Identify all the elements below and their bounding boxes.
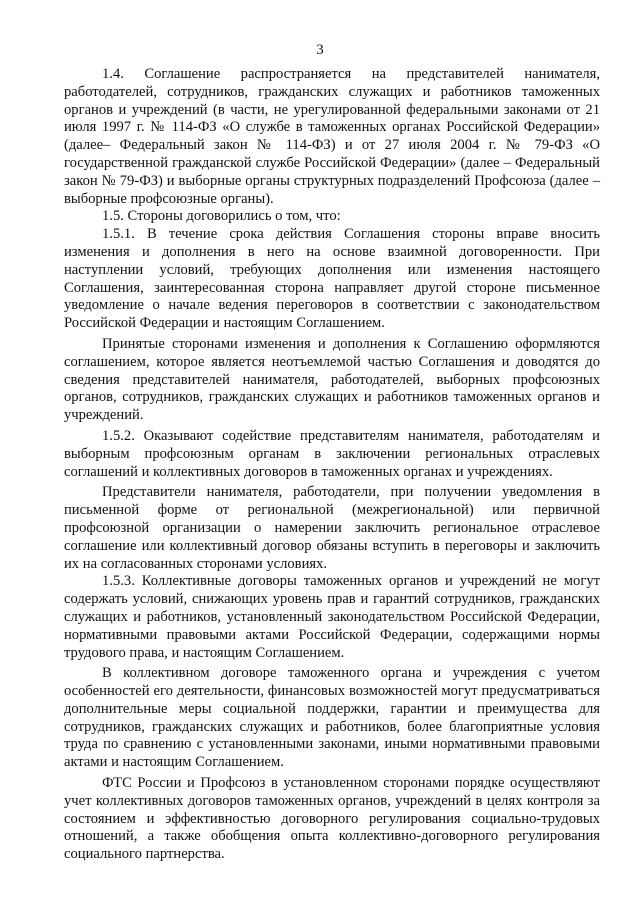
clause-1-5-3: 1.5.3. Коллективные договоры таможенных органов и учреждений не могут содержать условий, снижающих уровень прав и гарантий сотрудников, гражданских служащих и работников, установленный законодательством Российской Федерации, нормативными правовыми актами Российской Федерации, содержащими нормы трудового права, и настоящим Соглашением. bbox=[64, 573, 600, 661]
clause-1-5-3-additional-measures: В коллективном договоре таможенного органа и учреждения с учетом особенностей его деятельности, финансовых возможностей могут предусматриваться дополнительные меры социальной поддержки, гарантии и преимущества для сотрудников, гражданских служащих и работников, более благоприятные условия труда по сравнению с установленными законами, иными нормативными правовыми актами и настоящим Соглашением. bbox=[64, 665, 600, 771]
document-body bbox=[64, 66, 600, 864]
clause-1-5-2: 1.5.2. Оказывают содействие представителям нанимателя, работодателям и выборным профсоюзным органам в заключении региональных отраслевых соглашений и коллективных договоров в таможенных органах и учреждениях. bbox=[64, 427, 600, 480]
clause-1-5-1: 1.5.1. В течение срока действия Соглашения стороны вправе вносить изменения и дополнения в него на основе взаимной договоренности. При наступлении условий, требующих дополнения или изменения настоящего Соглашения, заинтересованная сторона направляет другой стороне письменное уведомление о начале ведения переговоров в соответствии с законодательством Российской Федерации и настоящим Соглашением. bbox=[64, 226, 600, 332]
clause-1-4: 1.4. Соглашение распространяется на представителей нанимателя, работодателей, сотрудников, гражданских служащих и работников таможенных органов и учреждений (в части, не урегулированной федеральными законами от 21 июля 1997 г. № 114-ФЗ «О службе в таможенных органах Российской Федерации» (далее– Федеральный закон № 114-ФЗ) и от 27 июля 2004 г. № 79-ФЗ «О государственной гражданской службе Российской Федерации» (далее – Федеральный закон № 79-ФЗ) и выборные органы структурных подразделений Профсоюза (далее – выборные профсоюзные органы). bbox=[64, 66, 600, 207]
clause-1-5-3-accounting: ФТС России и Профсоюз в установленном сторонами порядке осуществляют учет коллективных договоров таможенных органов, учреждений в целях контроля за состоянием и эффективностью договорного регулирования социально-трудовых отношений, а также обобщения опыта коллективно-договорного регулирования социального партнерства. bbox=[64, 775, 600, 863]
clause-1-5-intro: 1.5. Стороны договорились о том, что: bbox=[102, 208, 341, 225]
clause-1-5-1-amendments: Принятые сторонами изменения и дополнения к Соглашению оформляются соглашением, которое является неотъемлемой частью Соглашения и доводятся до сведения представителей нанимателя, работодателей, выборных профсоюзных органов, сотрудников, гражданских служащих и работников таможенных органов и учреждений. bbox=[64, 335, 600, 424]
clause-1-5-2-notification: Представители нанимателя, работодатели, при получении уведомления в письменной форме от региональной (межрегиональной) или первичной профсоюзной организации о намерении заключить региональное отраслевое соглашение или коллективный договор обязаны вступить в переговоры и заключить их на согласованных сторонами условиях. bbox=[64, 484, 600, 572]
page-number: 3 bbox=[316, 42, 324, 58]
